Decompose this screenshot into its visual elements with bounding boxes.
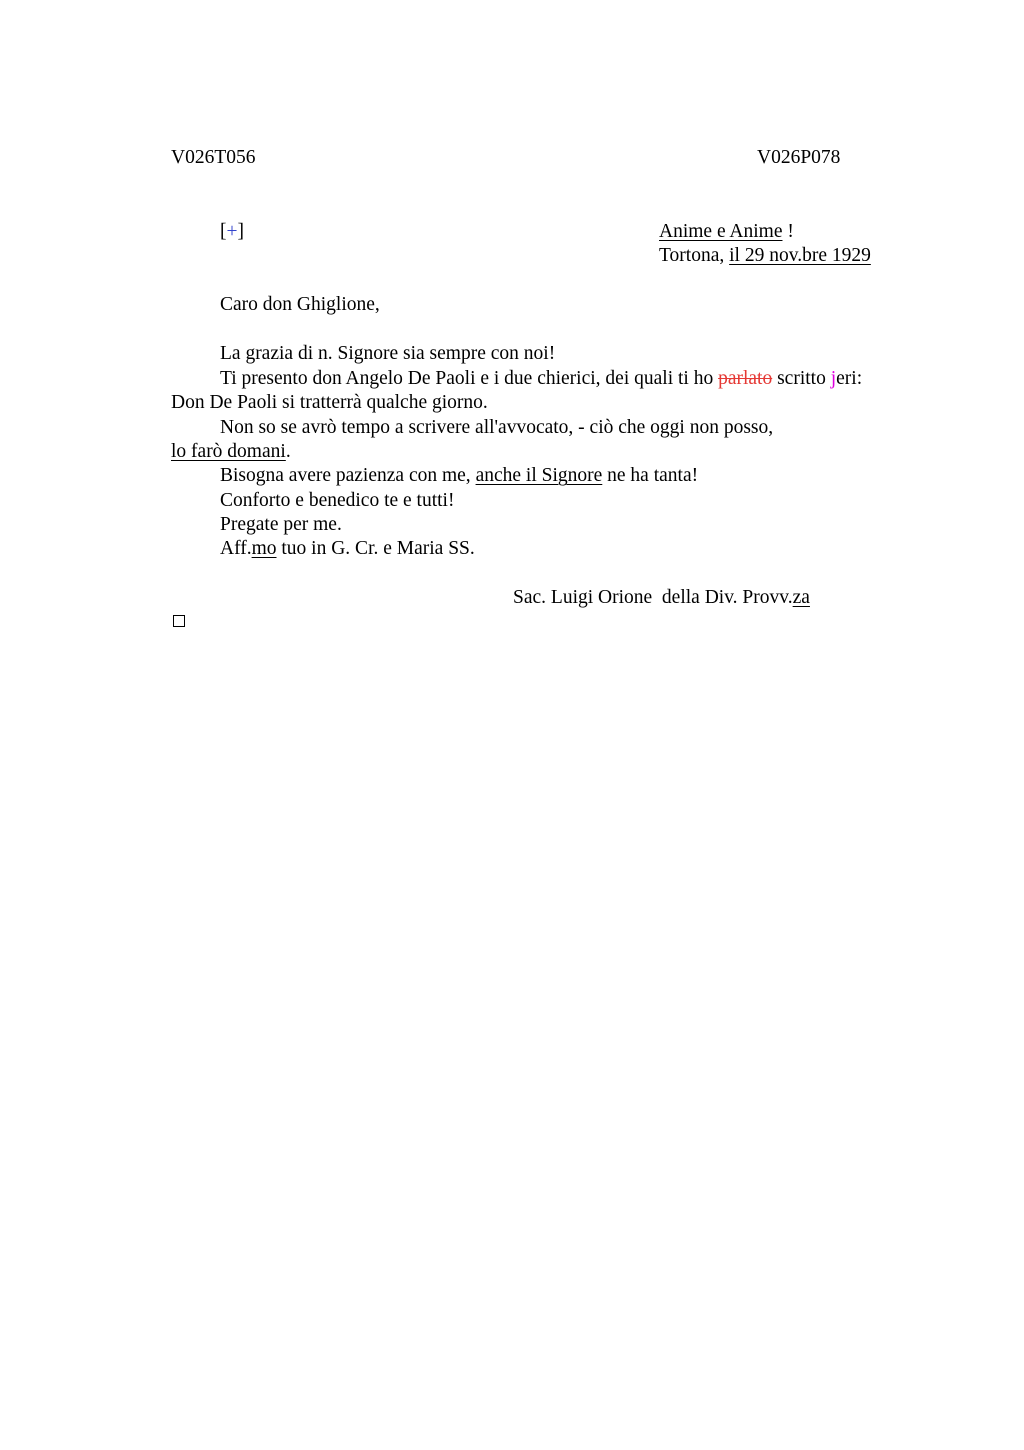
paragraph-2-text-c: eri: [836,368,863,389]
paragraph-4-text-b: ne ha tanta! [602,465,699,486]
paragraph-2-text-a: Ti presento don Angelo De Paoli e i due chierici, dei quali ti ho [220,368,719,389]
motto-text: Anime e Anime [659,221,783,242]
paragraph-2-text-b: scritto [772,368,831,389]
cross-marker [220,220,244,244]
dateline-place: Tortona, [659,245,730,266]
paragraph-3-end: . [285,441,291,462]
paragraph-2 [220,367,862,391]
paragraph-3-continuation [171,440,291,464]
paragraph-3-underlined: lo farò domani [171,441,286,462]
motto [659,220,794,244]
salutation: Caro don Ghiglione, [220,294,380,315]
cross-icon: + [226,221,238,242]
signature-underlined: za [792,587,810,608]
end-square-icon [173,615,185,627]
dateline-date: il 29 nov.bre 1929 [729,245,871,266]
paragraph-2-continuation: Don De Paoli si tratterrà qualche giorno. [171,392,488,413]
signature-text: Sac. Luigi Orione della Div. Provv. [513,587,793,608]
paragraph-4-text-a: Bisogna avere pazienza con me, [220,465,476,486]
paragraph-1: La grazia di n. Signore sia sempre con noi! [220,343,556,364]
signature [513,586,810,610]
inserted-letter: j [830,368,837,389]
paragraph-3: Non so se avrò tempo a scrivere all'avvocato, - ciò che oggi non posso, [220,417,774,438]
paragraph-4-underlined: anche il Signore [475,465,603,486]
closing-text-b: tuo in G. Cr. e Maria SS. [276,538,475,559]
paragraph-4 [220,464,698,488]
closing-text-a: Aff. [220,538,252,559]
paragraph-6: Pregate per me. [220,514,342,535]
bracket-open: [ [220,221,227,242]
motto-suffix: ! [782,221,794,242]
struck-word: parlato [718,368,773,389]
document-code-left: V026T056 [171,147,256,168]
dateline [659,244,871,268]
document-code-right: V026P078 [757,147,841,168]
paragraph-5: Conforto e benedico te e tutti! [220,490,455,511]
closing-underlined: mo [251,538,277,559]
closing [220,537,475,561]
bracket-close: ] [237,221,244,242]
